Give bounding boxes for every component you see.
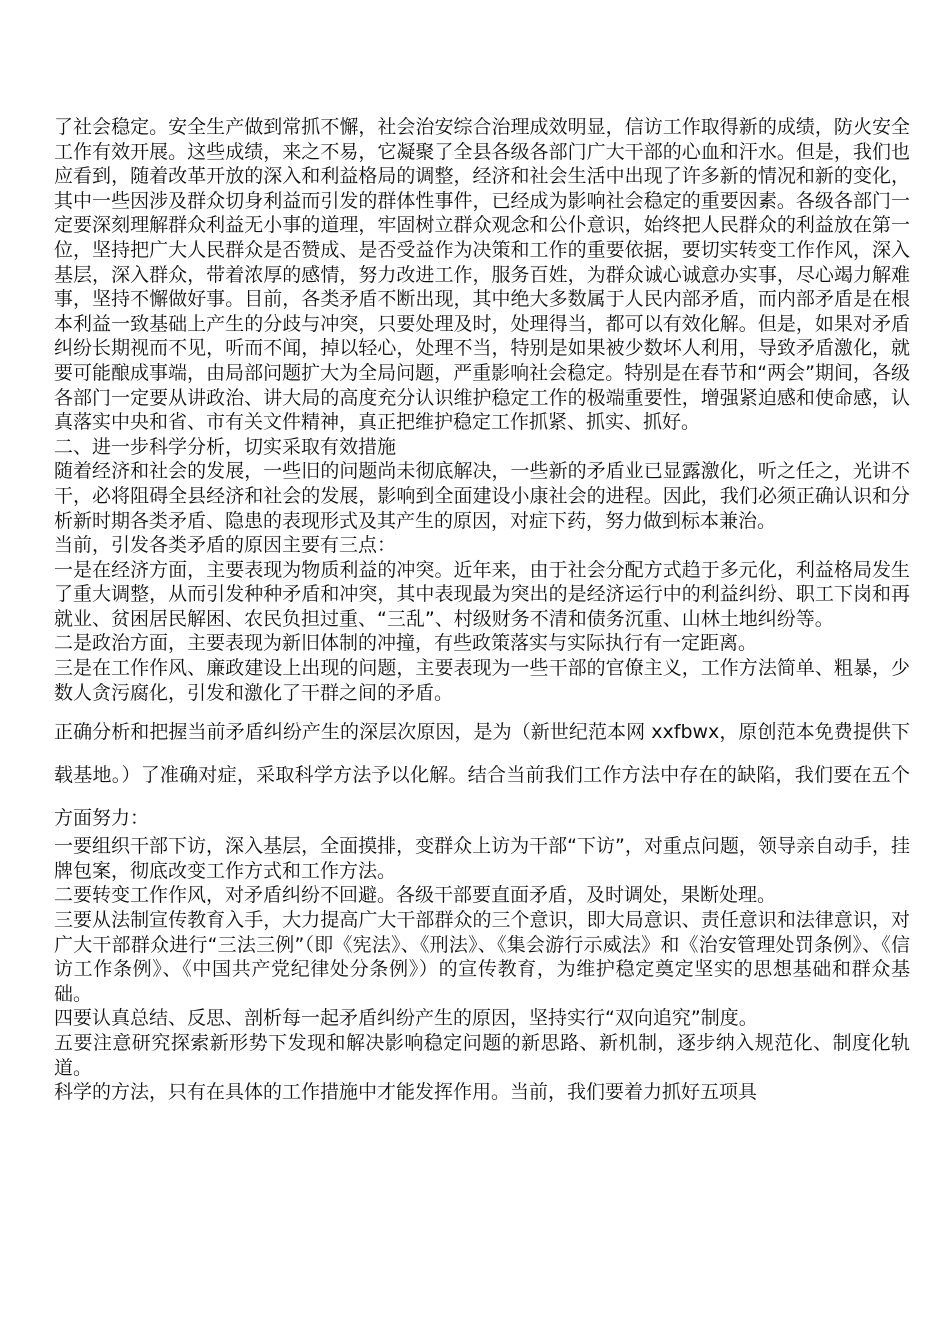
paragraph-development: 随着经济和社会的发展，一些旧的问题尚未彻底解决，一些新的矛盾业已显露激化，听之任之，光讲不干，必将阻碍全县经济和社会的发展，影响到全面建设小康社会的进程。因此，我们必须正确认识和分析新时期各类矛盾、隐患的表现形式及其产生的原因，对症下药，努力做到标本兼治。	[54, 460, 910, 532]
section-heading-2: 二、进一步科学分析，切实采取有效措施	[54, 435, 397, 458]
document-body	[54, 115, 910, 1105]
paragraph-measure-1: 一要组织干部下访，深入基层，全面摸排，变群众上访为干部“下访”，对重点问题，领导亲自动手，挂牌包案，彻底改变工作方式和工作方法。	[54, 835, 910, 882]
paragraph-social-stability: 了社会稳定。安全生产做到常抓不懈，社会治安综合治理成效明显，信访工作取得新的成绩，防火安全工作有效开展。这些成绩，来之不易，它凝聚了全县各级各部门广大干部的心血和汗水。但是，我们也应看到，随着改革开放的深入和利益格局的调整，经济和社会生活中出现了许多新的情况和新的变化，其中一些因涉及群众切身利益而引发的群体性事件，已经成为影响社会稳定的重要因素。各级各部门一定要深刻理解群众利益无小事的道理，牢固树立群众观念和公仆意识，始终把人民群众的利益放在第一位，坚持把广大人民群众是否赞成、是否受益作为决策和工作的重要依据，要切实转变工作作风，深入基层，深入群众，带着浓厚的感情，努力改进工作，服务百姓，为群众诚心诚意办实事，尽心竭力解难事，坚持不懈做好事。目前，各类矛盾不断出现，其中绝大多数属于人民内部矛盾，而内部矛盾是在根本利益一致基础上产生的分歧与冲突，只要处理及时，处理得当，都可以有效化解。但是，如果对矛盾纠纷长期视而不见，听而不闻，掉以轻心，处理不当，特别是如果被少数坏人利用，导致矛盾激化，就要可能酿成事端，由局部问题扩大为全局问题，严重影响社会稳定。特别是在春节和“两会”期间，各级各部门一定要从讲政治、讲大局的高度充分认识维护稳定工作的极端重要性，增强紧迫感和使命感，认真落实中央和省、市有关文件精神，真正把维护稳定工作抓紧、抓实、抓好。	[54, 116, 910, 434]
paragraph-cause-political: 二是政治方面，主要表现为新旧体制的冲撞，有些政策落实与实际执行有一定距离。	[54, 632, 758, 655]
paragraph-cause-economic: 一是在经济方面，主要表现为物质利益的冲突。近年来，由于社会分配方式趋于多元化，利益格局发生了重大调整，从而引发种种矛盾和冲突，其中表现最为突出的是经济运行中的利益纠纷、职工下岗和再就业、贫困居民解困、农民负担过重、“三乱”、村级财务不清和债务沉重、山林土地纠纷等。	[54, 558, 910, 630]
paragraph-cause-workstyle: 三是在工作作风、廉政建设上出现的问题，主要表现为一些干部的官僚主义，工作方法简单、粗暴，少数人贪污腐化，引发和激化了干群之间的矛盾。	[54, 657, 910, 704]
paragraph-methods: 科学的方法，只有在具体的工作措施中才能发挥作用。当前，我们要着力抓好五项具	[54, 1081, 758, 1104]
paragraph-analysis: 正确分析和把握当前矛盾纠纷产生的深层次原因，是为（新世纪范本网 xxfbwx，原创范本免费提供下载基地。）了准确对症，采取科学方法予以化解。结合当前我们工作方法中存在的缺陷，我们要在五个方面努力：	[54, 721, 910, 830]
paragraph-measure-3: 三要从法制宣传教育入手，大力提高广大干部群众的三个意识，即大局意识、责任意识和法律意识，对广大干部群众进行“三法三例”（即《宪法》、《刑法》、《集会游行示威法》和《治安管理处罚条例》、《信访工作条例》、《中国共产党纪律处分条例》）的宣传教育，为维护稳定奠定坚实的思想基础和群众基础。	[54, 909, 910, 1005]
paragraph-measure-2: 二要转变工作作风，对矛盾纠纷不回避。各级干部要直面矛盾，及时调处，果断处理。	[54, 884, 777, 907]
paragraph-measure-4: 四要认真总结、反思、剖析每一起矛盾纠纷产生的原因，坚持实行“双向追究”制度。	[54, 1007, 758, 1030]
paragraph-measure-5: 五要注意研究探索新形势下发现和解决影响稳定问题的新思路、新机制，逐步纳入规范化、制度化轨道。	[54, 1032, 910, 1079]
paragraph-causes-intro: 当前，引发各类矛盾的原因主要有三点：	[54, 534, 397, 557]
